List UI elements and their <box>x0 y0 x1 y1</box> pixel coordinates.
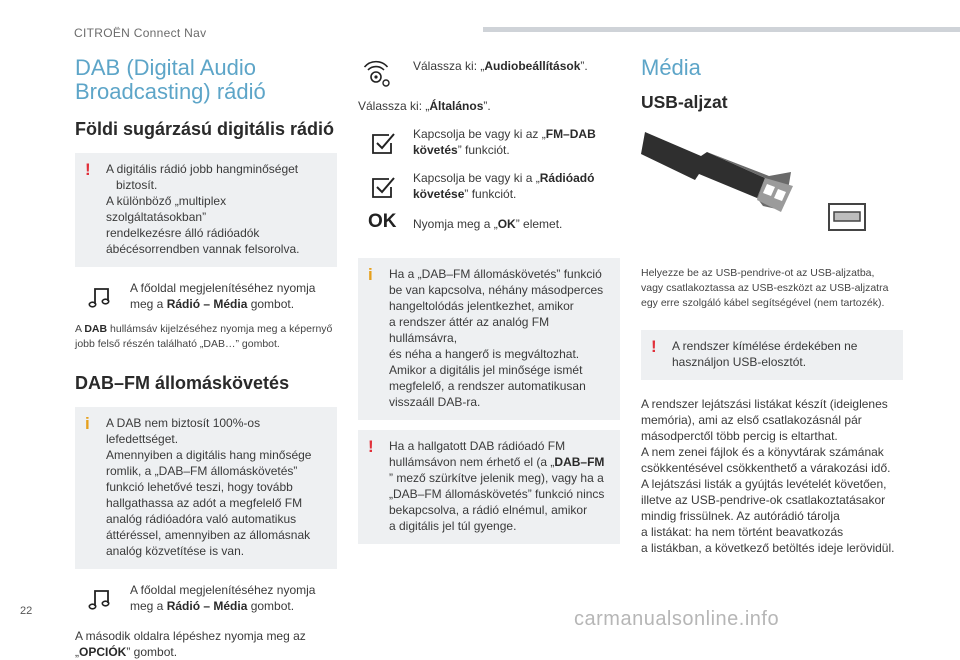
info-box-dab-coverage: i A DAB nem biztosít 100%-os lefedettséget. Amennyiben a digitális hang minősége romlik, a „DAB–FM állomáskövetés” funkció lehetővé teszi, hogy tovább hallgathassa az adót a megfelelő FM analóg rádióadóra való automatikus áttéréssel, amennyiben az állomásnak analóg közvetítése is van. <box>75 407 337 569</box>
step-press-ok: OK Nyomja meg a „OK” elemet. <box>368 211 563 232</box>
header-title: CITROËN Connect Nav <box>74 26 207 40</box>
warning-box-digital-radio: ! A digitális rádió jobb hangminőséget biztosít. A különböző „multiplex szolgáltatásokban” rendelkezésre álló rádióadók ábécésorrendben vannak felsorolva. <box>75 153 337 267</box>
step-fm-dab-toggle: Kapcsolja be vagy ki az „FM–DAB követés” funkciót. <box>358 126 620 158</box>
select-general: Válassza ki: „Általános”. <box>358 99 491 113</box>
column-media <box>641 56 903 556</box>
dab-band-note: A DAB hullámsáv kijelzéséhez nyomja meg a képernyő jobb felső részén található „DAB…” gombot. <box>75 323 333 350</box>
section-heading-terrestrial: Földi sugárzású digitális rádió <box>75 119 335 139</box>
playlist-description: A rendszer lejátszási listákat készít (ideiglenes memória), ami az első csatlakozásnál pár másodperctől több percig is eltarthat. A nem zenei fájlok és a könyvtárak számának csökkentésével csökkenthető a várakozási idő. A lejátszási listák a gyújtás levételét követően, illetve az USB-pendrive-ok csatlakoztatásakor mindig frissülnek. Az autórádió tárolja a listákat: ha nem történt beavatkozás a listákban, a következő betöltés ideje lerövidül. <box>641 397 895 555</box>
column-dab <box>75 56 337 660</box>
column-settings <box>358 58 620 544</box>
checkbox-icon <box>370 174 396 200</box>
checkbox-icon <box>370 130 396 156</box>
section-heading-dab-fm: DAB–FM állomáskövetés <box>75 373 290 393</box>
watermark: carmanualsonline.info <box>574 608 780 630</box>
usb-plug-icon <box>641 132 793 212</box>
page-number: 22 <box>20 605 33 617</box>
usb-port-icon <box>829 204 865 230</box>
usb-caption: Helyezze be az USB-pendrive-ot az USB-aljzatba, vagy csatlakoztassa az USB-eszközt az USB-aljzatra egy erre szolgáló kábel segítségével (nem tartozék). <box>641 267 889 309</box>
usb-heading: USB-aljzat <box>641 92 728 112</box>
warning-exclamation-icon: ! <box>651 337 657 356</box>
step-radio-media-2: A főoldal megjelenítéséhez nyomja meg a Rádió – Média gombot. <box>75 582 337 614</box>
page-title: DAB (Digital Audio Broadcasting) rádió <box>75 55 266 104</box>
options-instruction: A második oldalra lépéshez nyomja meg az „OPCIÓK” gombot. <box>75 629 306 659</box>
header-bar <box>483 27 960 32</box>
warning-box-radio-mute: ! Ha a hallgatott DAB rádióadó FM hullámsávon nem érhető el (a „DAB–FM ” mező szürkítve jelenik meg), vagy ha a „DAB–FM állomáskövetés” funkció nincs bekapcsolva, a rádió elnémul, amikor a digitális jel túl gyenge. <box>358 430 620 544</box>
usb-illustration <box>641 126 871 246</box>
music-note-icon <box>87 586 113 612</box>
warning-exclamation-icon: ! <box>368 437 374 456</box>
info-exclamation-icon: i <box>85 414 90 433</box>
step-audio-settings: Válassza ki: „Audiobeállítások”. <box>358 58 620 92</box>
music-note-icon <box>87 284 113 310</box>
info-exclamation-icon: i <box>368 265 373 284</box>
step-radio-media-1: A főoldal megjelenítéséhez nyomja meg a Rádió – Média gombot. <box>75 280 337 312</box>
step-station-follow-toggle: Kapcsolja be vagy ki a „Rádióadó követése” funkciót. <box>358 170 620 202</box>
media-title: Média <box>641 55 701 80</box>
warning-box-usb-hub: ! A rendszer kímélése érdekében ne használjon USB-elosztót. <box>641 330 903 380</box>
audio-settings-icon <box>362 60 392 90</box>
warning-exclamation-icon: ! <box>85 160 91 179</box>
ok-icon: OK <box>368 211 397 232</box>
info-box-sound-shift: i Ha a „DAB–FM állomáskövetés” funkció be van kapcsolva, néhány másodperces hangeltolódás jelentkezhet, amikor a rendszer áttér az analóg FM hullámsávra, és néha a hangerő is megváltozhat. Amikor a digitális jel minősége ismét megfelelő, a rendszer automatikusan visszaáll DAB-ra. <box>358 258 620 420</box>
